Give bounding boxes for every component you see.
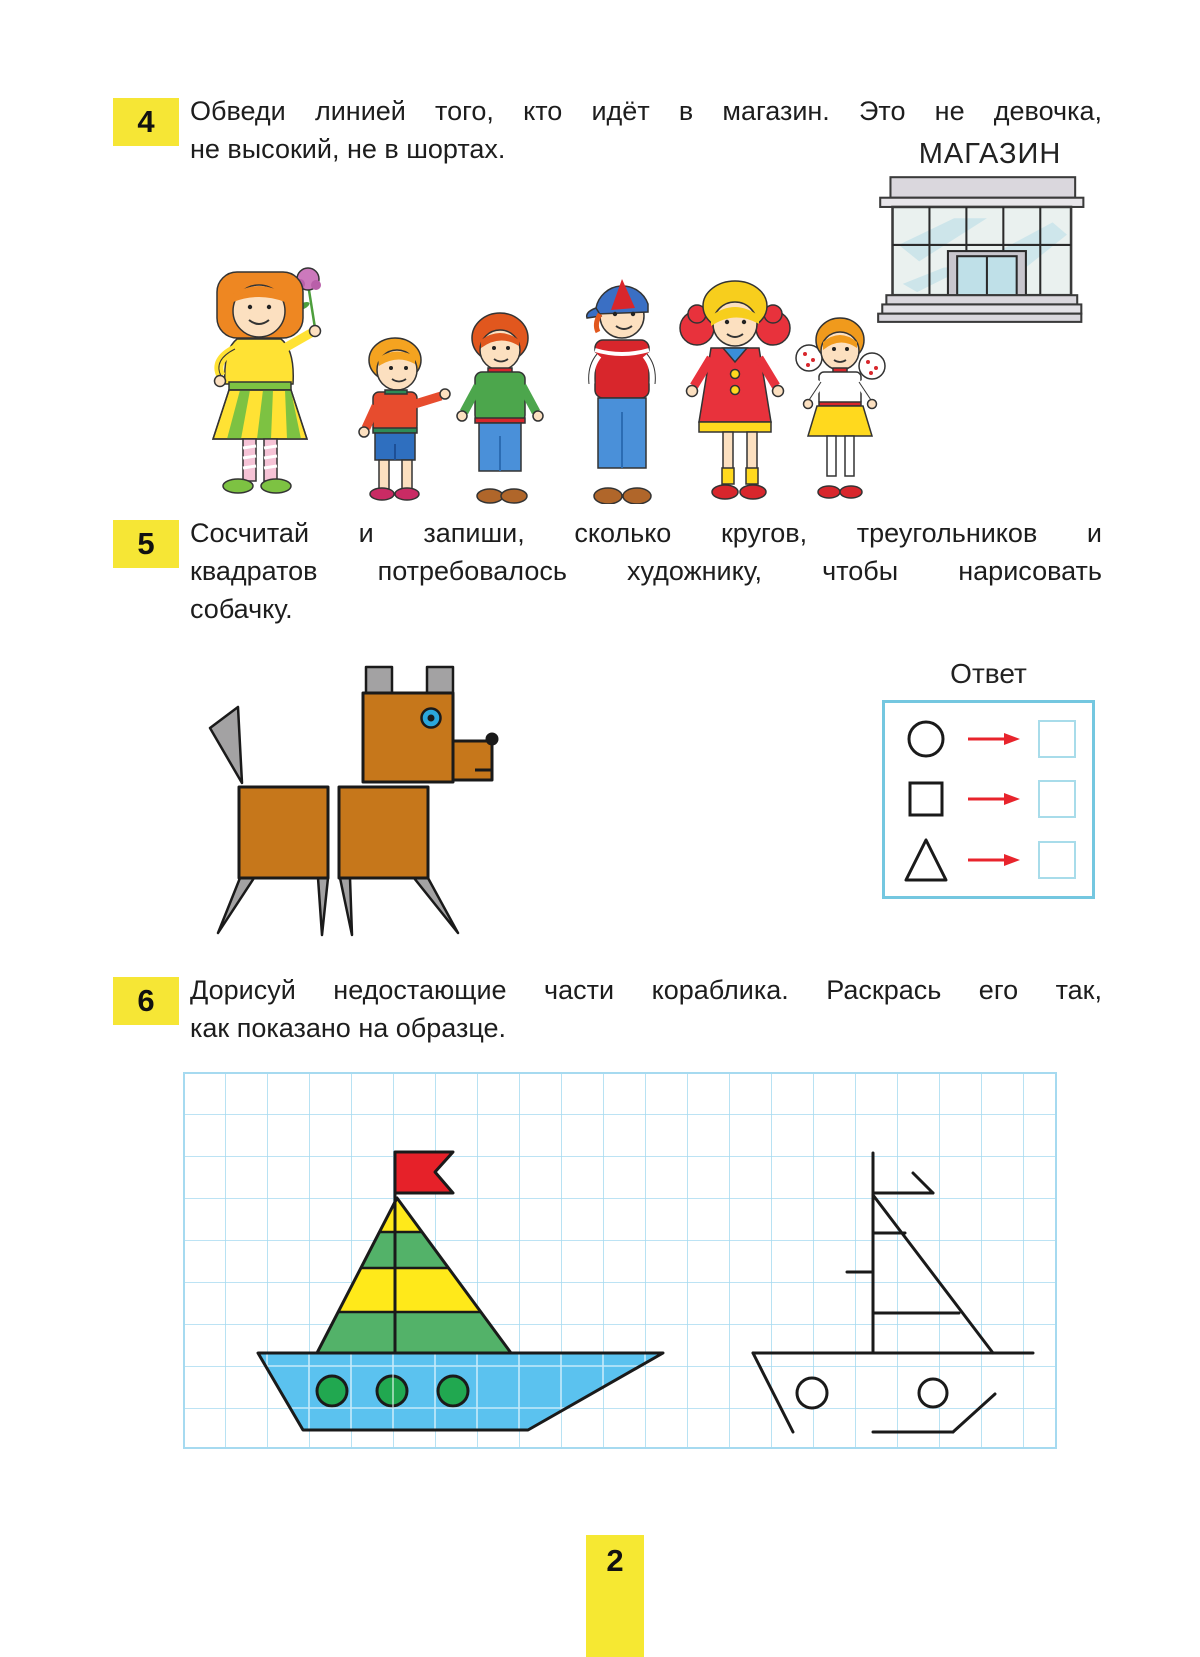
task-6-number-badge: 6 bbox=[113, 977, 179, 1025]
outline-porthole bbox=[919, 1379, 947, 1407]
child-tall-boy-with-cap bbox=[587, 279, 656, 504]
task-6-line-1: Дорисуй недостающие части кораблика. Раскрась его так, bbox=[190, 975, 1102, 1005]
store-sign-label: МАГАЗИН bbox=[918, 138, 1062, 170]
dog-pupil bbox=[428, 715, 435, 722]
answer-input-circle-count[interactable] bbox=[1038, 720, 1076, 758]
child-boy-green-sweater bbox=[457, 313, 543, 503]
answer-input-square-count[interactable] bbox=[1038, 780, 1076, 818]
dog-leg-triangle bbox=[340, 878, 352, 935]
answer-row-circle bbox=[903, 711, 1076, 767]
task-6-text bbox=[190, 971, 1102, 1047]
square-icon bbox=[903, 776, 949, 822]
dog-leg-triangle bbox=[414, 878, 458, 933]
triangle-icon bbox=[903, 837, 949, 883]
dog-head-square bbox=[363, 693, 453, 782]
arrow-right-icon bbox=[968, 792, 1020, 806]
answer-panel-label: Ответ bbox=[950, 658, 1027, 689]
child-girl-red-dress-pigtails bbox=[680, 281, 790, 499]
store-building-illustration bbox=[872, 173, 1108, 323]
dog-leg-triangle bbox=[318, 878, 328, 935]
child-girl-with-flower bbox=[213, 268, 321, 493]
arrow-right-icon bbox=[968, 853, 1020, 867]
task-5-line-3: собачку. bbox=[190, 594, 293, 624]
task-5-number-badge: 5 bbox=[113, 520, 179, 568]
task-4-number-badge: 4 bbox=[113, 98, 179, 146]
task-5-text bbox=[190, 514, 1102, 628]
dog-leg-triangle bbox=[218, 878, 254, 933]
task-6-line-2: как показано на образце. bbox=[190, 1013, 507, 1043]
dog-body-square-left bbox=[239, 787, 328, 878]
grid-paper-drawing-area[interactable] bbox=[183, 1072, 1057, 1449]
answer-input-triangle-count[interactable] bbox=[1038, 841, 1076, 879]
answer-panel bbox=[882, 700, 1095, 899]
answer-row-triangle bbox=[903, 832, 1076, 888]
shape-dog-illustration bbox=[170, 625, 510, 940]
child-small-girl-yellow-skirt bbox=[796, 318, 885, 498]
outline-porthole bbox=[797, 1378, 827, 1408]
answer-row-square bbox=[903, 771, 1076, 827]
child-small-boy-red-shirt bbox=[359, 338, 450, 500]
task-5-line-1: Сосчитай и запиши, сколько кругов, треугольников и bbox=[190, 518, 1102, 548]
task-4-line-2: не высокий, не в шортах. bbox=[190, 134, 506, 164]
task-4-line-1: Обведи линией того, кто идёт в магазин. Это не девочка, bbox=[190, 96, 1102, 126]
arrow-right-icon bbox=[968, 732, 1020, 746]
circle-icon bbox=[903, 716, 949, 762]
page-number: 2 bbox=[606, 1543, 624, 1578]
task-5-line-2: квадратов потребовалось художнику, чтобы нарисовать bbox=[190, 556, 1102, 586]
dog-muzzle-square bbox=[453, 741, 492, 780]
dog-nose-circle bbox=[486, 733, 499, 746]
dog-ear-square bbox=[366, 667, 392, 693]
dog-tail-triangle bbox=[210, 707, 242, 783]
dog-ear-square bbox=[427, 667, 453, 693]
page-number-tab bbox=[586, 1535, 644, 1657]
dog-body-square-right bbox=[339, 787, 428, 878]
children-illustration bbox=[145, 254, 895, 504]
store-illustration bbox=[872, 138, 1108, 323]
